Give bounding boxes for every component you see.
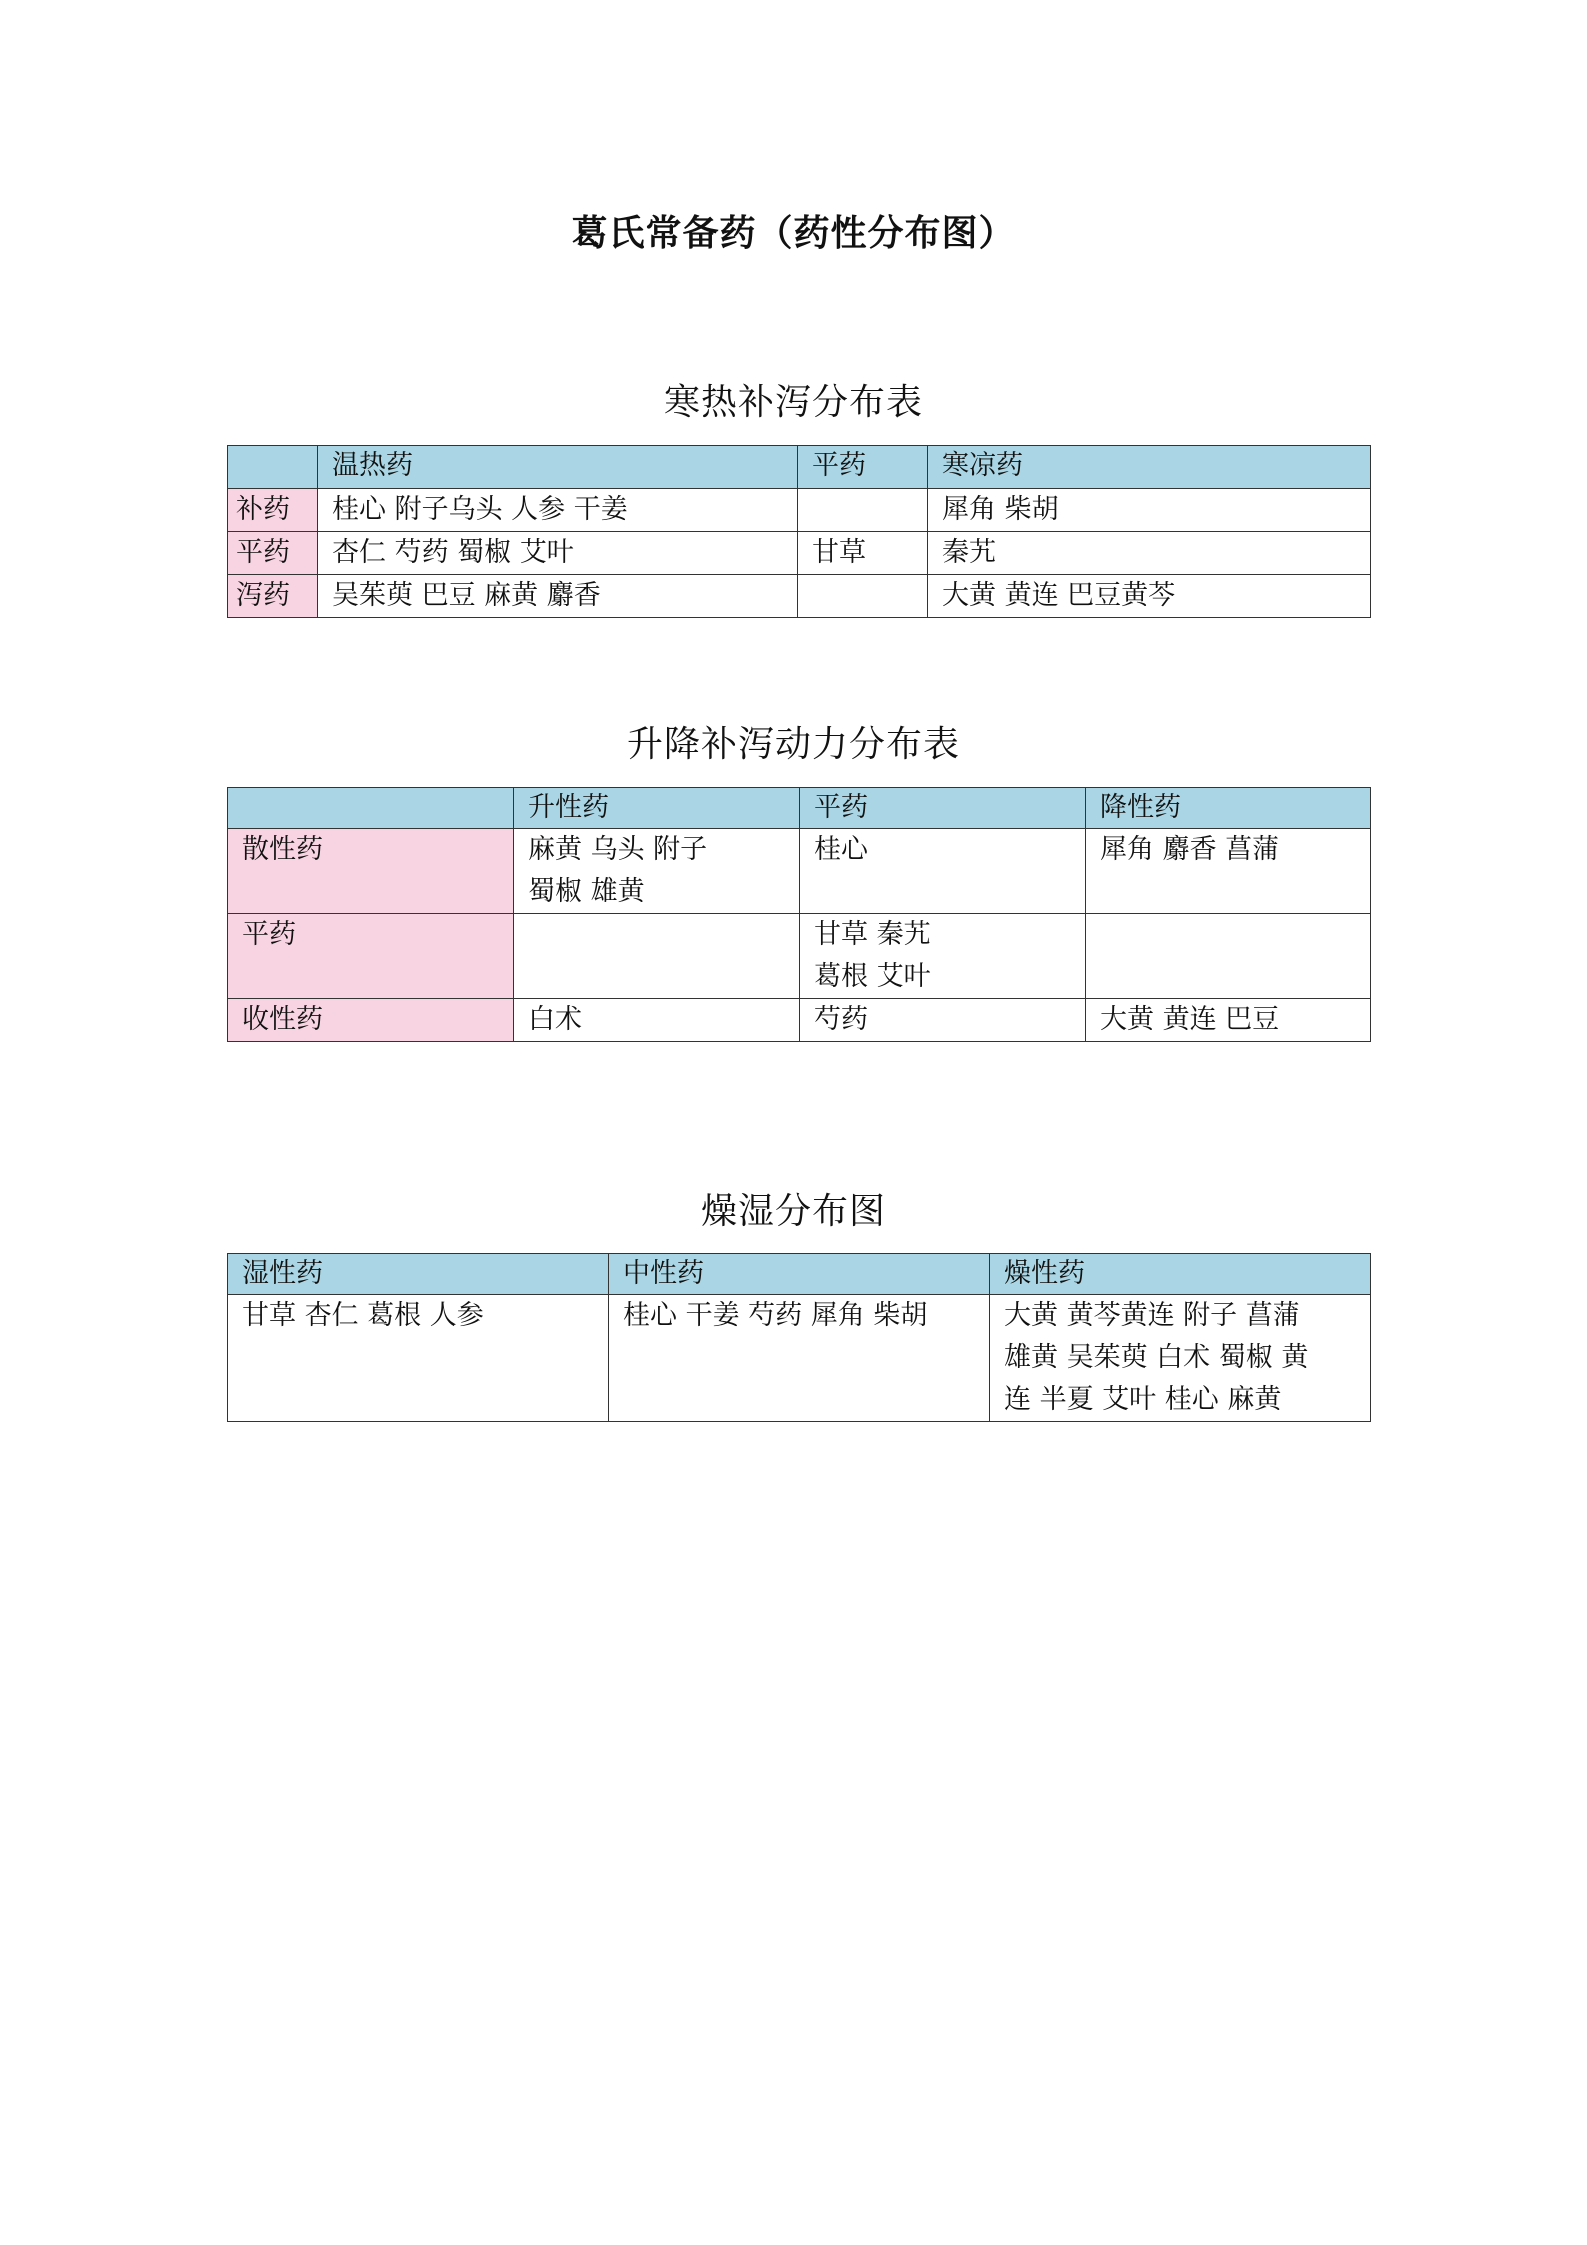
row-label: 散性药 <box>228 829 514 914</box>
table-cell: 杏仁 芍药 蜀椒 艾叶 <box>318 532 798 575</box>
header-cell: 中性药 <box>609 1254 990 1295</box>
table-cell <box>514 999 800 1042</box>
table-cell: 大黄 黄连 巴豆黄芩 <box>928 575 1371 618</box>
table-cell <box>798 489 928 532</box>
header-cell <box>228 446 318 489</box>
cell-line: 甘草 杏仁 葛根 人参 <box>242 1300 484 1331</box>
table-row <box>228 1295 1371 1422</box>
cell-line: 蜀椒 雄黄 <box>528 876 645 907</box>
table-cell: 桂心 附子乌头 人参 干姜 <box>318 489 798 532</box>
table-row <box>228 575 1371 618</box>
table-cell <box>798 575 928 618</box>
header-cell: 温热药 <box>318 446 798 489</box>
table-header-row <box>228 446 1371 489</box>
header-cell: 降性药 <box>1086 788 1371 829</box>
table2-title: 升降补泻动力分布表 <box>626 724 960 765</box>
row-label: 泻药 <box>228 575 318 618</box>
header-cell: 燥性药 <box>990 1254 1371 1295</box>
header-cell: 湿性药 <box>228 1254 609 1295</box>
table-cell: 犀角 柴胡 <box>928 489 1371 532</box>
cell-line: 葛根 艾叶 <box>814 961 931 992</box>
cell-line: 大黄 黄连 巴豆 <box>1100 1004 1280 1035</box>
cold-heat-table <box>227 445 1371 618</box>
row-label: 平药 <box>228 914 514 999</box>
ascend-descend-table <box>227 787 1371 1042</box>
table-row <box>228 532 1371 575</box>
header-cell <box>228 788 514 829</box>
table-header-row <box>228 1254 1371 1295</box>
cell-line: 大黄 黄芩黄连 附子 菖蒲 <box>1004 1300 1300 1331</box>
table-cell <box>514 914 800 999</box>
table-cell <box>1086 999 1371 1042</box>
cell-line: 犀角 麝香 菖蒲 <box>1100 834 1280 865</box>
page-title: 葛氏常备药（药性分布图） <box>571 212 1016 254</box>
table-row <box>228 914 1371 999</box>
cell-line: 甘草 秦艽 <box>814 919 931 950</box>
table-cell <box>990 1295 1371 1422</box>
cell-line: 连 半夏 艾叶 桂心 麻黄 <box>1004 1384 1282 1415</box>
table-cell: 甘草 <box>798 532 928 575</box>
table-cell <box>609 1295 990 1422</box>
table-cell <box>1086 829 1371 914</box>
table-cell: 秦艽 <box>928 532 1371 575</box>
table3-title: 燥湿分布图 <box>700 1191 886 1232</box>
header-cell: 平药 <box>800 788 1086 829</box>
table-cell <box>228 1295 609 1422</box>
table-cell <box>514 829 800 914</box>
dry-damp-table <box>227 1253 1371 1422</box>
row-label: 收性药 <box>228 999 514 1042</box>
table-row <box>228 489 1371 532</box>
header-cell: 平药 <box>798 446 928 489</box>
table-row <box>228 829 1371 914</box>
cell-line: 白术 <box>528 1004 582 1035</box>
table-cell <box>1086 914 1371 999</box>
header-cell: 升性药 <box>514 788 800 829</box>
table-cell: 吴茱萸 巴豆 麻黄 麝香 <box>318 575 798 618</box>
cell-line: 麻黄 乌头 附子 <box>528 834 708 865</box>
table-cell <box>800 829 1086 914</box>
cell-line: 雄黄 吴茱萸 白术 蜀椒 黄 <box>1004 1342 1309 1373</box>
table-cell <box>800 914 1086 999</box>
row-label: 平药 <box>228 532 318 575</box>
table1-title: 寒热补泻分布表 <box>663 382 923 423</box>
table-header-row <box>228 788 1371 829</box>
table-row <box>228 999 1371 1042</box>
table-cell <box>800 999 1086 1042</box>
cell-line: 桂心 <box>814 834 868 865</box>
row-label: 补药 <box>228 489 318 532</box>
cell-line: 桂心 干姜 芍药 犀角 柴胡 <box>623 1300 928 1331</box>
header-cell: 寒凉药 <box>928 446 1371 489</box>
cell-line: 芍药 <box>814 1004 868 1035</box>
